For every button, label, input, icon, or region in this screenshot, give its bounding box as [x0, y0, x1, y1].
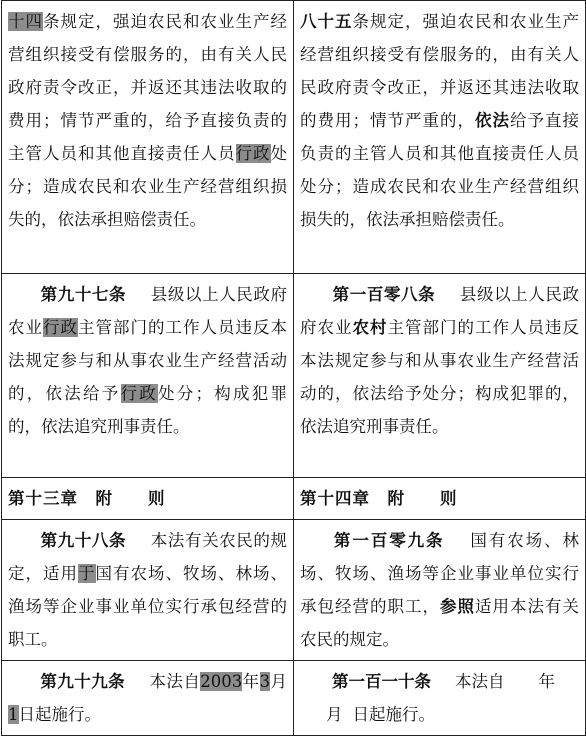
cell-text: 本法自: [149, 672, 201, 691]
cell-text: 县级以上人民政府农业: [300, 285, 580, 337]
table-cell-new: [294, 1, 586, 274]
highlight-text: 2003: [200, 672, 243, 691]
cell-text: 国有农场、林场、牧场、渔场等企业事业单位实行承包经营的职工，: [300, 531, 580, 616]
cell-text: 县级以上人民政府农业: [8, 285, 288, 337]
cell-text: 月: [270, 672, 288, 691]
table-row: [2, 274, 586, 478]
highlight-text: 行政: [43, 318, 78, 337]
cell-text: 主管部门的工作人员违反本法规定参与和从事农业生产经营活动的，依法给予处分；构成犯罪的，依法追究刑事责任。: [300, 318, 579, 436]
bold-text: 参照: [440, 597, 475, 616]
table-cell-old: [2, 274, 294, 478]
article-number: 第九十九条: [40, 672, 126, 691]
cell-text: 国有农场、牧场、林场、渔场等企业事业单位实行承包经营的职工。: [8, 564, 287, 649]
highlight-text: 行政: [120, 384, 158, 403]
table-row: [2, 520, 586, 661]
cell-text: 年: [242, 672, 260, 691]
cell-text: 条规定，强迫农民和农业生产经营组织接受有偿服务的，由有关人民政府责令改正，并返还其违法收取的费用；情节严重的，给予直接负责的主管人员和其他直接责任人员: [8, 12, 287, 163]
chapter-heading: 第十三章 附 则: [2, 478, 294, 520]
bold-text: 农村: [352, 318, 388, 337]
cell-text: 月: [326, 705, 343, 724]
article-number: 第一百零九条: [332, 531, 445, 550]
highlight-text: 3: [259, 672, 271, 691]
cell-text: 处分；构成犯罪的，依法追究刑事责任。: [8, 384, 287, 436]
table-row: [2, 1, 586, 274]
cell-text: 年: [538, 672, 555, 691]
highlight-text: 1: [8, 705, 19, 724]
cell-text: 本法有关农民的规定，适用: [8, 531, 288, 583]
highlight-text: 于: [78, 564, 96, 583]
cell-text: 日起施行。: [18, 705, 101, 724]
table-cell-new: [294, 520, 586, 661]
table-row: [2, 661, 586, 736]
table-cell-old: [2, 520, 294, 661]
table-cell-old: [2, 1, 294, 274]
cell-text: 日起施行。: [352, 705, 435, 724]
cell-text: 给予直接负责的主管人员和其他直接责任人员处分；造成农民和农业生产经营组织损失的，依法承担赔偿责任。: [300, 111, 579, 229]
chapter-heading: 第十四章 附 则: [294, 478, 586, 520]
bold-text: 依法: [475, 111, 510, 130]
table-row: [2, 478, 586, 520]
table-cell-new: [294, 661, 586, 736]
cell-text: 处分；造成农民和农业生产经营组织损失的，依法承担赔偿责任。: [8, 144, 287, 229]
article-number: 第九十八条: [40, 531, 127, 550]
cell-text: 本法自: [455, 672, 505, 691]
law-comparison-table: [1, 0, 586, 736]
bold-text: 八十五: [300, 12, 353, 31]
highlight-text: 十四: [8, 12, 43, 31]
table-cell-old: [2, 661, 294, 736]
highlight-text: 行政: [235, 144, 271, 163]
cell-text: 主管部门的工作人员违反本法规定参与和从事农业生产经营活动的，依法给予: [8, 318, 287, 403]
cell-text: 条规定，强迫农民和农业生产经营组织接受有偿服务的，由有关人民政府责令改正，并返还其违法收取的费用；情节严重的，: [300, 12, 579, 130]
cell-text: 适用本法有关农民的规定。: [300, 597, 579, 649]
table-cell-new: [294, 274, 586, 478]
article-number: 第一百一十条: [332, 672, 431, 691]
article-number: 第一百零八条: [332, 285, 436, 304]
article-number: 第九十七条: [40, 285, 127, 304]
